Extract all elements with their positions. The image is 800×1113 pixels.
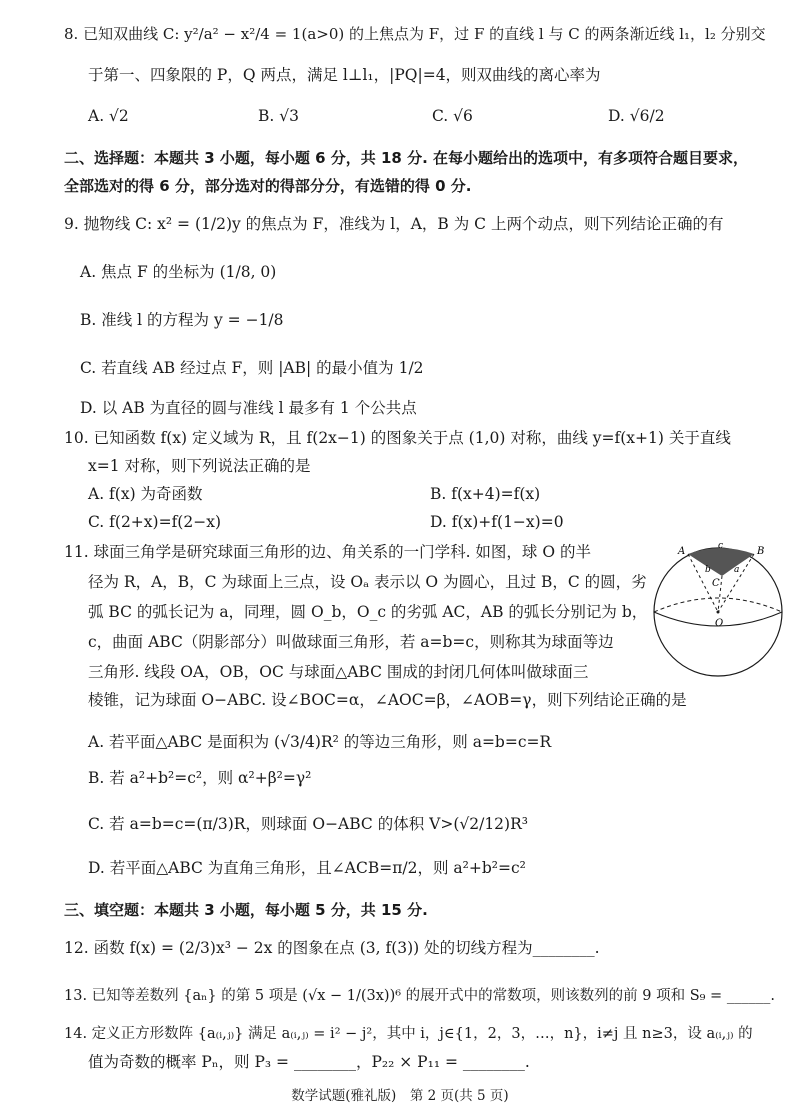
section2-line1: 二、选择题：本题共 3 小题，每小题 6 分，共 18 分. 在每小题给出的选项中，有多项符合题目要求， [64,149,749,167]
q14-line2: 值为奇数的概率 Pₙ，则 P₃ = ________，P₂₂ × P₁₁ = ________. [88,1053,530,1071]
spherical-triangle-figure [648,540,788,680]
q11-line1: 11. 球面三角学是研究球面三角形的边、角关系的一门学科. 如图，球 O 的半 [64,543,591,561]
q10-option-b: B. f(x+4)=f(x) [430,485,541,503]
q8-option-a: A. √2 [88,107,129,125]
label-a-arc: a [734,565,740,575]
q9-option-b: B. 准线 l 的方程为 y = −1/8 [80,311,284,329]
q11-line4: c，曲面 ABC（阴影部分）叫做球面三角形，若 a=b=c，则称其为球面等边 [88,633,614,651]
q13-text: 13. 已知等差数列 {aₙ} 的第 5 项是 (√x − 1/(3x))⁶ 的展开式中的常数项，则该数列的前 9 项和 S₉ = ______. [64,988,775,1004]
q8-option-d: D. √6/2 [608,107,665,125]
label-a-point: A [678,546,686,557]
q12-text: 12. 函数 f(x) = (2/3)x³ − 2x 的图象在点 (3, f(3)) 处的切线方程为________. [64,939,600,957]
section3-title: 三、填空题：本题共 3 小题，每小题 5 分，共 15 分. [64,901,428,919]
q8-option-c: C. √6 [432,107,473,125]
center-point [717,611,720,614]
q10-line1: 10. 已知函数 f(x) 定义域为 R，且 f(2x−1) 的图象关于点 (1,0) 对称，曲线 y=f(x+1) 关于直线 [64,429,731,447]
q10-line2: x=1 对称，则下列说法正确的是 [88,457,311,475]
q9-option-c: C. 若直线 AB 经过点 F，则 |AB| 的最小值为 1/2 [80,359,424,377]
q10-option-c: C. f(2+x)=f(2−x) [88,513,221,531]
q8-line2: 于第一、四象限的 P，Q 两点，满足 l⊥l₁，|PQ|=4，则双曲线的离心率为 [88,66,601,84]
label-b-arc: b [705,565,711,575]
q9-option-d: D. 以 AB 为直径的圆与准线 l 最多有 1 个公共点 [80,399,417,417]
q11-option-c: C. 若 a=b=c=(π/3)R，则球面 O−ABC 的体积 V>(√2/12)R³ [88,815,528,833]
q10-option-a: A. f(x) 为奇函数 [88,485,203,503]
shaded-spherical-triangle [688,548,754,576]
q14-line1: 14. 定义正方形数阵 {a₍ᵢ,ⱼ₎} 满足 a₍ᵢ,ⱼ₎ = i² − j²，其中 i，j∈{1，2，3，…，n}，i≠j 且 n≥3，设 a₍ᵢ,ⱼ₎ 的 [64,1026,753,1042]
q11-line6: 棱锥，记为球面 O−ABC. 设∠BOC=α，∠AOC=β，∠AOB=γ，则下列结论正确的是 [88,691,687,709]
q9-stem: 9. 抛物线 C: x² = (1/2)y 的焦点为 F，准线为 l，A，B 为 C 上两个动点，则下列结论正确的有 [64,215,724,233]
label-b-point: B [757,546,765,557]
q9-option-a: A. 焦点 F 的坐标为 (1/8, 0) [80,263,277,281]
q11-option-d: D. 若平面△ABC 为直角三角形，且∠ACB=π/2，则 a²+b²=c² [88,859,526,877]
label-c-point: C [712,578,720,589]
label-o-point: O [715,618,724,629]
q8-option-b: B. √3 [258,107,299,125]
sphere-diagram [648,540,788,680]
q10-option-d: D. f(x)+f(1−x)=0 [430,513,564,531]
q11-line3: 弧 BC 的弧长记为 a，同理，圆 O_b，O_c 的劣弧 AC，AB 的弧长分别记为 b， [88,603,648,621]
section2-line2: 全部选对的得 6 分，部分选对的得部分分，有选错的得 0 分. [64,177,472,195]
q11-option-a: A. 若平面△ABC 是面积为 (√3/4)R² 的等边三角形，则 a=b=c=R [88,733,552,751]
label-c-arc: c [718,541,724,551]
q11-option-b: B. 若 a²+b²=c²，则 α²+β²=γ² [88,769,312,787]
equator-back [654,598,782,612]
page-footer: 数学试题(雅礼版) 第 2 页(共 5 页) [291,1088,509,1104]
q8-line1: 8. 已知双曲线 C: y²/a² − x²/4 = 1(a>0) 的上焦点为 F，过 F 的直线 l 与 C 的两条渐近线 l₁，l₂ 分别交 [64,25,766,43]
q11-line2: 径为 R，A，B，C 为球面上三点，设 Oₐ 表示以 O 为圆心，且过 B，C 的圆，劣 [88,573,647,591]
q11-line5: 三角形. 线段 OA，OB，OC 与球面△ABC 围成的封闭几何体叫做球面三 [88,663,589,681]
